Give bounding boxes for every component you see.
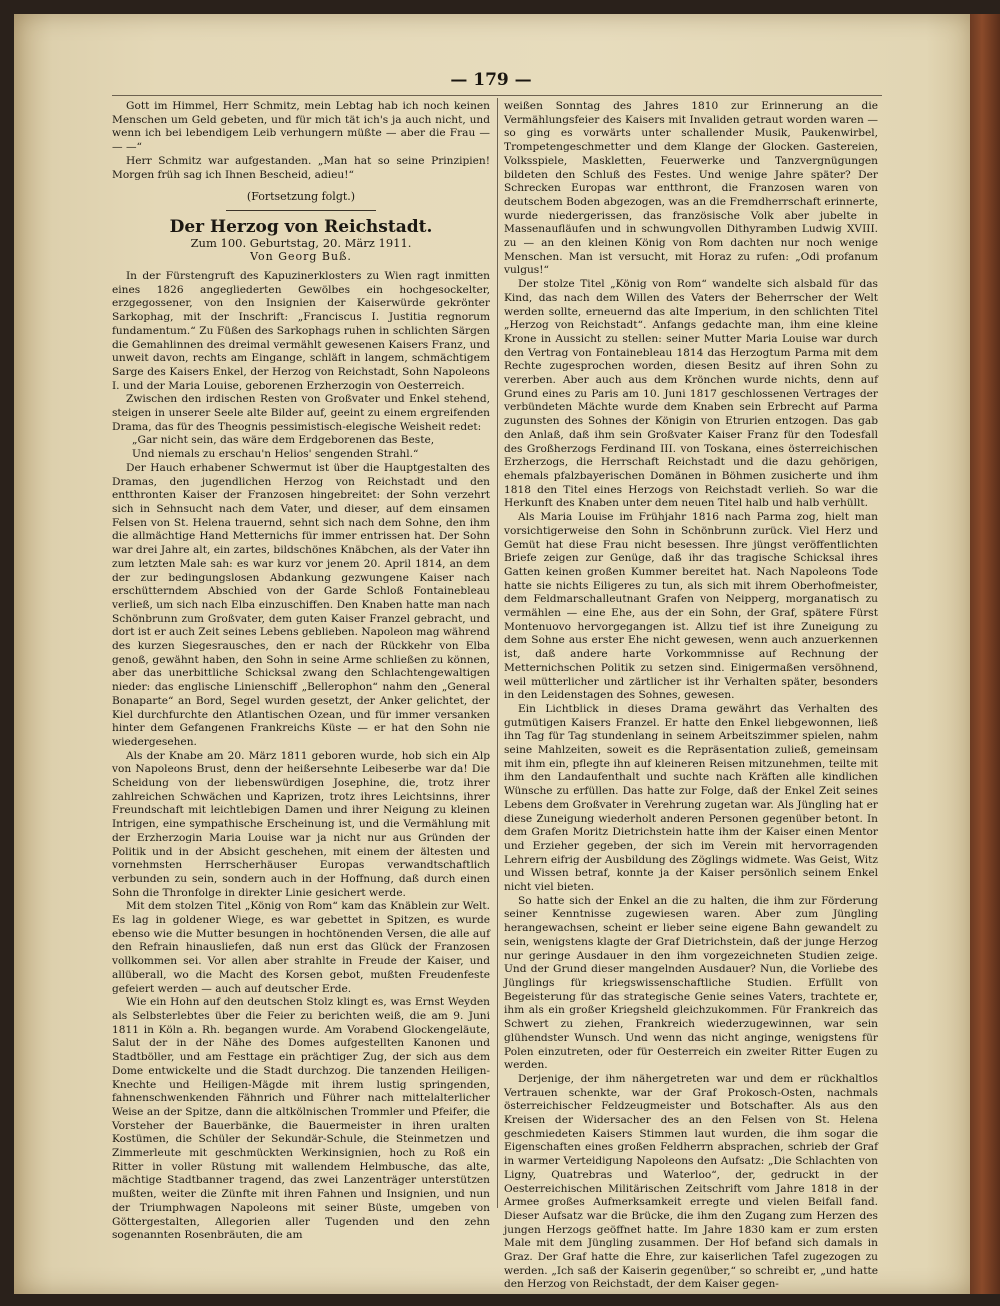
article-paragraph: Wie ein Hohn auf den deutschen Stolz klingt es, was Ernst Weyden als Selbsterlebtes über die Feier zu berichten weiß, die am 9. Juni 1811 in Köln a. Rh. begangen wurde. Am Vorabend Glockengeläute, Salut der in der Nähe des Domes aufgestellten Kanonen und Stadtböller, und am Festtage ein prächtiger Zug, der sich aus dem Dome entwickelte und die Stadt durchzog. Die tanzenden Heiligen-Knechte und Heiligen-Mägde mit ihrem lustig springenden, fahnenschwenkenden Fähnrich und Führer nach mittelalterlicher Weise an der Spitze, dann die altkölnischen Trommler und Pfeifer, die Vorsteher der Bauerbänke, die Bauermeister in ihren uralten Kostümen, die Schüler der Sekundär-Schule, die Steinmetzen und Zimmerleute mit geschmückten Werkinsignien, hoch zu Roß ein Ritter in voller Rüstung mit wallendem Helmbusche, das alte, mächtige Stadtbanner tragend, das zwei Lanzenträger unterstützen mußten, weiter die Zünfte mit ihren Fahnen und Insignien, und nun der Triumphwagen Napoleons mit seiner Büste, umgeben von Göttergestalten, Allegorien aller Tugenden und den zehn sogenannten Rosenbräuten, die am [112, 996, 490, 1242]
right-column [504, 100, 878, 1291]
header-rule [112, 95, 882, 96]
article-paragraph: So hatte sich der Enkel an die zu halten, die ihm zur Förderung seiner Kenntnisse zugewiesen waren. Aber zum Jüngling herangewachsen, scheint er lieber seine eigene Bahn gewandelt zu sein, wenigstens klagte der Graf Dietrichstein, daß der junge Herzog nur geringe Ausdauer in den ihm vorgezeichneten Studien zeige. Und der Grund dieser mangelnden Ausdauer? Nun, die Vorliebe des Jünglings für kriegswissenschaftliche Studien. Erfüllt von Begeisterung für das strategische Genie seines Vaters, trachtete er, ihm als ein großer Kriegsheld gleichzukommen. Für Frankreich das Schwert zu ziehen, Frankreich wiederzugewinnen, war sein glühendster Wunsch. Und wenn das nicht anginge, wenigstens für Polen einzutreten, oder für Oesterreich ein zweiter Ritter Eugen zu werden. [504, 894, 878, 1072]
article-byline: Von Georg Buß. [250, 250, 352, 264]
verse-line: Und niemals zu erschau'n Helios' sengenden Strahl.“ [132, 448, 419, 461]
article-paragraph: In der Fürstengruft des Kapuzinerklosters zu Wien ragt inmitten eines 1826 angegliederten Gewölbes ein hochgesockelter, erzgegossener, von den Insignien der Kaiserwürde gekrönter Sarkophag, mit der Inschrift: „Franciscus I. Justitia regnorum fundamentum.“ Zu Füßen des Sarkophags ruhen in schlichten Särgen die Gemahlinnen des dreimal vermählt gewesenen Kaisers Franz, und unweit davon, rechts am Eingange, schläft in langem, schmächtigem Sarge des Kaisers Enkel, der Herzog von Reichstadt, Sohn Napoleons I. und der Maria Louise, geborenen Erzherzogin von Oesterreich. [112, 270, 490, 392]
article-title: Der Herzog von Reichstadt. [169, 216, 433, 237]
left-column [112, 100, 490, 1242]
column-divider [497, 98, 498, 1208]
article-paragraph: Zwischen den irdischen Resten von Großvater und Enkel stehend, steigen in unserer Seele alte Bilder auf, geeint zu einem ergreifenden Drama, das für des Theognis pessimistisch-elegische Weisheit redet: [112, 393, 490, 433]
story-continuation: Gott im Himmel, Herr Schmitz, mein Lebtag hab ich noch keinen Menschen um Geld gebeten, und für mich tät ich's ja auch nicht, und wenn ich bei lebendigem Leib verhungern müßte — aber die Frau — — —“ [112, 100, 490, 154]
article-paragraph: Ein Lichtblick in dieses Drama gewährt das Verhalten des gutmütigen Kaisers Franzel. Er hatte den Enkel liebgewonnen, ließ ihn Tag für Tag stundenlang in seinem Arbeitszimmer spielen, nahm seine Mahlzeiten, soweit es die Repräsentation zuließ, gemeinsam mit ihm ein, pflegte ihn auf kleineren Reisen mitzunehmen, teilte mit ihm den Landaufenthalt und suchte nach Kräften alle kindlichen Wünsche zu erfüllen. Das hatte zur Folge, daß der Enkel Zeit seines Lebens dem Großvater in Verehrung zugetan war. Als Jüngling hat er diese Zuneigung wiederholt anderen Personen gegenüber betont. In dem Grafen Moritz Dietrichstein hatte ihm der Kaiser einen Mentor und Erzieher gegeben, der sich im Verein mit hervorragenden Lehrern eifrig der Ausbildung des Zöglings widmete. Was Geist, Witz und Wissen betraf, konnte ja der Kaiser persönlich seinem Enkel nicht viel bieten. [504, 702, 878, 894]
to-be-continued-note: (Fortsetzung folgt.) [246, 190, 356, 204]
page-number: — 179 — [450, 70, 532, 90]
article-paragraph: Der Hauch erhabener Schwermut ist über die Hauptgestalten des Dramas, den jugendlichen Herzog von Reichstadt und den entthronten Kaiser der Franzosen hingebreitet: der Sohn verzehrt sich in Sehnsucht nach dem Vater, und dieser, auf dem einsamen Felsen von St. Helena trauernd, sehnt sich nach dem Sohne, den ihm die allmächtige Hand Metternichs für immer entrissen hat. Der Sohn war drei Jahre alt, ein zartes, bildschönes Knäbchen, als der Vater ihn zum letzten Male sah: es war kurz vor jenem 20. April 1814, an dem der zur bedingungslosen Abdankung gezwungene Kaiser nach erschütterndem Abschied von der Garde Schloß Fontainebleau verließ, um sich nach Elba einzuschiffen. Den Knaben hatte man nach Schönbrunn zum Großvater, dem guten Kaiser Franzel gebracht, und dort ist er auch Zeit seines Lebens geblieben. Napoleon mag während des kurzen Siegesrausches, den er nach der Rückkehr von Elba genoß, gewähnt haben, den Sohn in seine Arme schließen zu können, aber das unerbittliche Schicksal zwang den Schlachtengewaltigen nieder: das englische Linienschiff „Bellerophon“ nahm den „General Bonaparte“ an Bord, Segel wurden gesetzt, der Anker gelichtet, der Kiel durchfurchte den Atlantischen Ozean, und für immer versanken hinter dem Gefangenen Frankreichs Küste — er hat den Sohn nie wiedergesehen. [112, 461, 490, 748]
article-paragraph: Derjenige, der ihm nähergetreten war und dem er rückhaltlos Vertrauen schenkte, war der Graf Prokosch-Osten, nachmals österreichischer Feldzeugmeister und Botschafter. Als aus den Kreisen der Widersacher des an den Felsen von St. Helena geschmiedeten Kaisers Stimmen laut wurden, die ihm sogar die Eigenschaften eines großen Feldherrn absprachen, schrieb der Graf in warmer Verteidigung Napoleons den Aufsatz: „Die Schlachten von Ligny, Quatrebras und Waterloo“, der, gedruckt in der Oesterreichischen Militärischen Zeitschrift vom Jahre 1818 in der Armee großes Aufmerksamkeit erregte und vielen Beifall fand. Dieser Aufsatz war die Brücke, die ihm den Zugang zum Herzen des jungen Herzogs geöffnet hatte. Im Jahre 1830 kam er zum ersten Male mit dem Jüngling zusammen. Der Hof befand sich damals in Graz. Der Graf hatte die Ehre, zur kaiserlichen Tafel zugezogen zu werden. „Ich saß der Kaiserin gegenüber,“ so schreibt er, „und hatte den Herzog von Reichstadt, der dem Kaiser gegen- [504, 1072, 878, 1291]
article-paragraph: Als Maria Louise im Frühjahr 1816 nach Parma zog, hielt man vorsichtigerweise den Sohn in Schönbrunn zurück. Viel Herz und Gemüt hat diese Frau nicht besessen. Ihre jüngst veröffentlichten Briefe zeigen zur Genüge, daß ihr das tragische Schicksal ihres Gatten keinen großen Kummer bereitet hat. Nach Napoleons Tode hatte sie nichts Eiligeres zu tun, als sich mit ihrem Oberhofmeister, dem Feldmarschalleutnant Grafen von Neipperg, morganatisch zu vermählen — eine Ehe, aus der ein Sohn, der Graf, spätere Fürst Montenuovo hervorgegangen ist. Allzu tief ist ihre Zuneigung zu dem Sohne aus erster Ehe nicht gewesen, wenn auch anzuerkennen ist, daß andere harte Vorkommnisse auf Rechnung der Metternichschen Politik zu setzen sind. Einigermaßen versöhnend, weil mütterlicher und zärtlicher ist ihr Verhalten später, besonders in den Leidenstagen des Sohnes, gewesen. [504, 511, 878, 702]
article-paragraph: Der stolze Titel „König von Rom“ wandelte sich alsbald für das Kind, das nach dem Willen des Vaters der Beherrscher der Welt werden sollte, erneuernd das alte Imperium, in den schlichten Titel „Herzog von Reichstadt“. Anfangs gedachte man, ihm eine kleine Krone in Aussicht zu stellen: seiner Mutter Maria Louise war durch den Vertrag von Fontainebleau 1814 das Herzogtum Parma mit dem Rechte zugesprochen worden, diesen Besitz auf ihren Sohn zu vererben. Aber auch aus dem Krönchen wurde nichts, denn auf Grund eines zu Paris am 10. Juni 1817 geschlossenen Vertrages der verbündeten Mächte wurde dem Knaben sein Erbrecht auf Parma zugunsten des Sohnes der Königin von Etrurien entzogen. Das gab den Anlaß, daß ihm sein Großvater Kaiser Franz für den Todesfall des Großherzogs Ferdinand III. von Toskana, eines österreichischen Erzherzogs, die Herrschaft Reichstadt und die dazu gehörigen, ehemals pfalzbayerischen Domänen in Böhmen zusicherte und ihm 1818 den Titel eines Herzogs von Reichstadt verlieh. So war die Herkunft des Knaben unter dem neuen Titel halb und halb verhüllt. [504, 278, 878, 510]
verse-line: „Gar nicht sein, das wäre dem Erdgeborenen das Beste, [132, 434, 435, 447]
article-paragraph: weißen Sonntag des Jahres 1810 zur Erinnerung an die Vermählungsfeier des Kaisers mit Invaliden getraut worden waren — so ging es vorwärts unter schallender Musik, Paukenwirbel, Trompetengeschmetter und dem Klange der Glocken. Gastereien, Volksspiele, Maskletten, Feuerwerke und Tanzvergnügungen bildeten den Schluß des Festes. Und wenige Jahre später? Der Schrecken Europas war entthront, die Franzosen waren von deutschem Boden abgezogen, was an die Fremdherrschaft erinnerte, wurde niedergerissen, das französische Volk aber jubelte in Massenaufläufen und in schwungvollen Dithyramben Ludwig XVIII. zu — an den kleinen König von Rom dachten nur noch wenige Menschen. Man ist versucht, mit Horaz zu rufen: „Odi profanum vulgus!“ [504, 100, 878, 277]
article-paragraph: Als der Knabe am 20. März 1811 geboren wurde, hob sich ein Alp von Napoleons Brust, denn der heißersehnte Leibeserbe war da! Die Scheidung von der liebenswürdigen Josephine, die, trotz ihrer zahlreichen Schwächen und Kaprizen, trotz ihres Leichtsinns, ihrer Freundschaft mit leichtlebigen Damen und ihrer Neigung zu kleinen Intrigen, eine sympathische Erscheinung ist, und die Vermählung mit der Erzherzogin Maria Louise war ja nicht nur aus Gründen der Politik und in der Absicht geschehen, mit einem der ältesten und vornehmsten Herrscherhäuser Europas verwandtschaftlich verbunden zu sein, sondern auch in der Hoffnung, daß durch einen Sohn die Thronfolge in direkter Linie gesichert werde. [112, 749, 490, 899]
section-divider [226, 210, 376, 211]
article-subtitle: Zum 100. Geburtstag, 20. März 1911. [190, 235, 412, 250]
article-paragraph: Mit dem stolzen Titel „König von Rom“ kam das Knäblein zur Welt. Es lag in goldener Wiege, es war gebettet in Spitzen, es wurde ebenso wie die Mutter besungen in hochtönenden Versen, die alle auf den Refrain hinausliefen, daß nun erst das Glück der Franzosen vollkommen sei. Vor allen aber strahlte in Freude der Kaiser, und allüberall, wo die Macht des Korsen gebot, mußten Freudenfeste gefeiert werden — auch auf deutscher Erde. [112, 900, 490, 995]
book-spine-edge [970, 14, 1000, 1294]
story-continuation: Herr Schmitz war aufgestanden. „Man hat so seine Prinzipien! Morgen früh sag ich Ihnen Bescheid, adieu!“ [112, 154, 490, 181]
